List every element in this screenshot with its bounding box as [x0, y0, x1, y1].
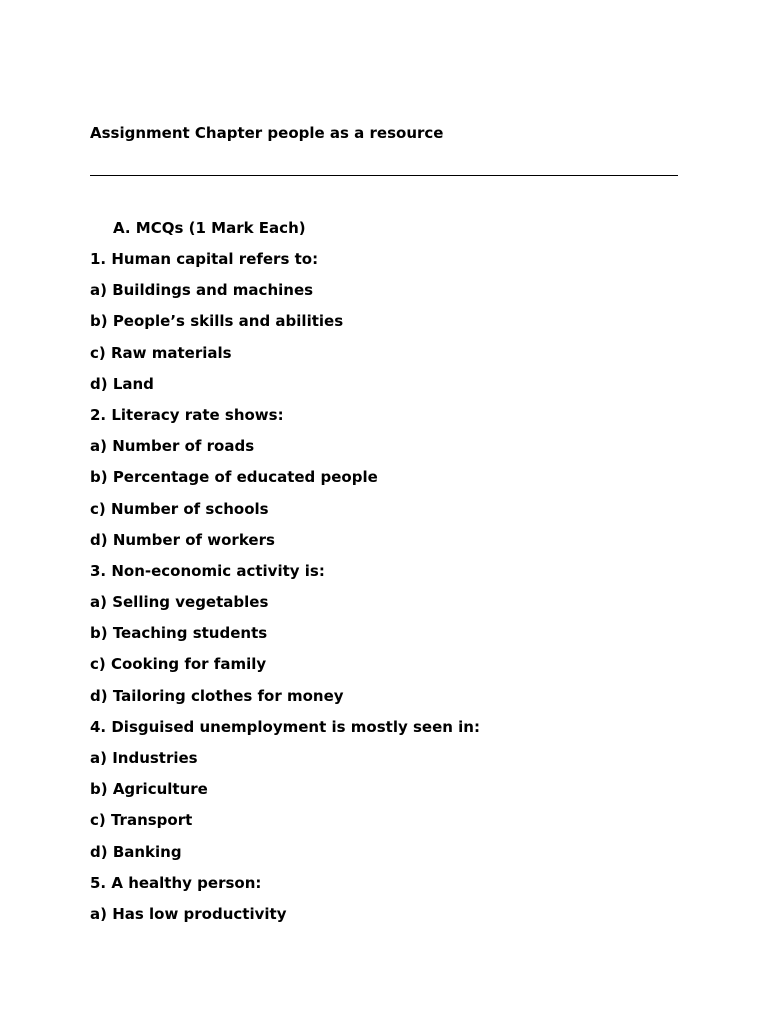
question-1-option-a: a) Buildings and machines [90, 281, 314, 300]
question-4-option-a: a) Industries [90, 749, 198, 767]
question-1-option-c: c) Raw materials [90, 343, 232, 362]
section-heading: A. MCQs (1 Mark Each) [113, 219, 306, 237]
question-4: 4. Disguised unemployment is mostly seen in: [90, 717, 480, 736]
page-title: Assignment Chapter people as a resource [90, 124, 444, 142]
question-5: 5. A healthy person: [90, 873, 262, 892]
question-1: 1. Human capital refers to: [90, 250, 319, 268]
question-5-option-a: a) Has low productivity [90, 904, 287, 923]
question-1-option-d: d) Land [90, 374, 154, 393]
question-1-option-b: b) People’s skills and abilities [90, 312, 344, 331]
question-4-option-d: d) Banking [90, 842, 182, 861]
question-2-option-b: b) Percentage of educated people [90, 468, 378, 487]
horizontal-rule [90, 175, 678, 176]
question-4-option-b: b) Agriculture [90, 780, 208, 799]
question-2-option-c: c) Number of schools [90, 499, 269, 518]
question-3: 3. Non-economic activity is: [90, 561, 325, 580]
question-4-option-c: c) Transport [90, 811, 193, 830]
question-3-option-c: c) Cooking for family [90, 655, 267, 674]
question-2-option-d: d) Number of workers [90, 530, 275, 549]
question-3-option-a: a) Selling vegetables [90, 593, 269, 612]
mcq-list [90, 250, 480, 936]
question-3-option-d: d) Tailoring clothes for money [90, 686, 344, 705]
question-2: 2. Literacy rate shows: [90, 405, 284, 424]
question-2-option-a: a) Number of roads [90, 437, 255, 456]
question-3-option-b: b) Teaching students [90, 624, 268, 643]
